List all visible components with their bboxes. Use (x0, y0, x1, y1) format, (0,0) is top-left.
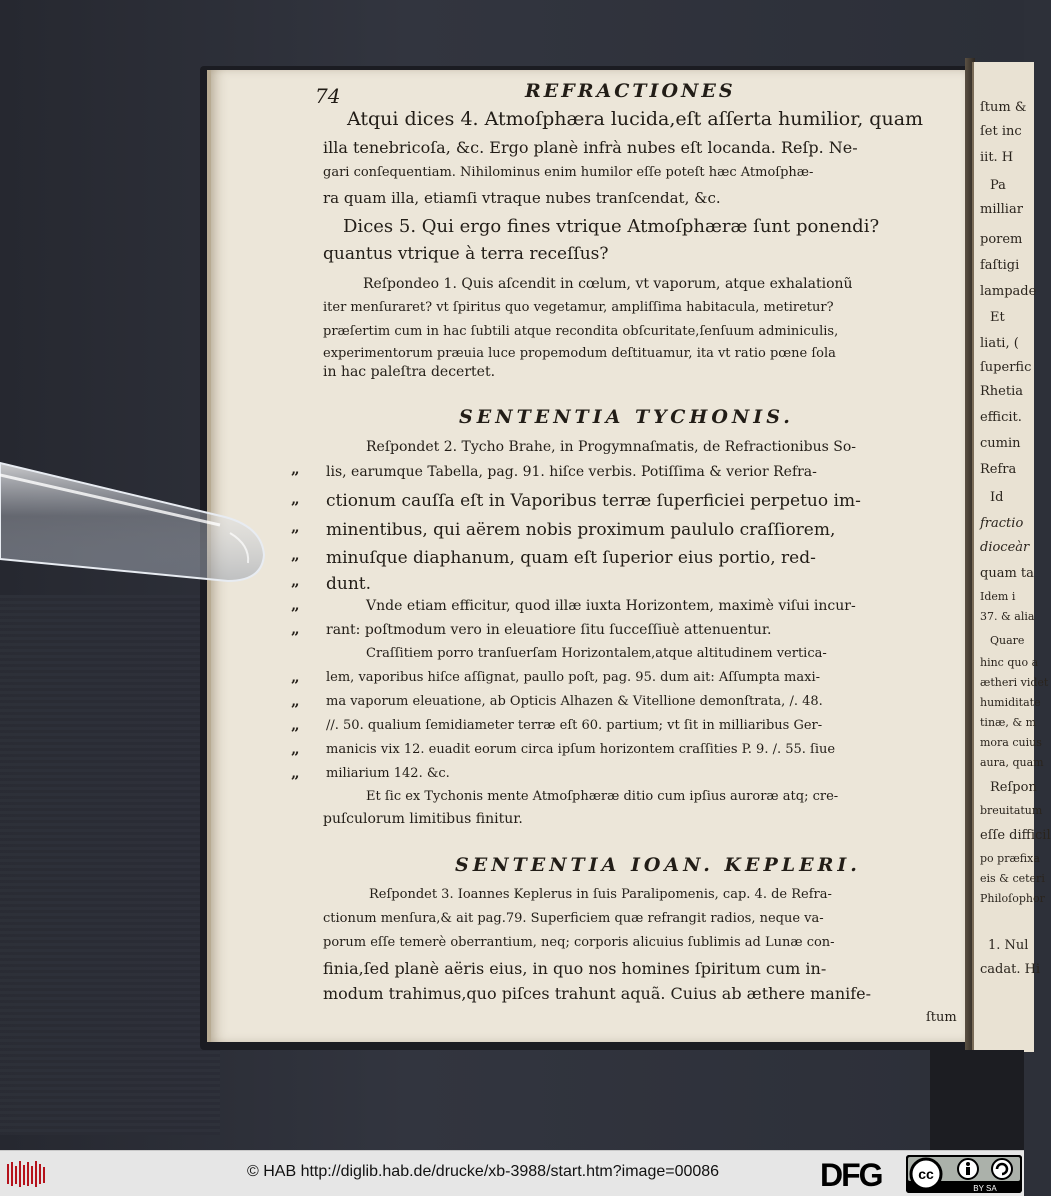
dfg-logo-icon (818, 1157, 908, 1191)
quote-mark-10: „ (291, 716, 300, 734)
svg-text:BY SA: BY SA (973, 1184, 997, 1193)
quote-mark-5: „ (291, 572, 300, 590)
facing-line: cadat. Hi (980, 962, 1041, 977)
text-line-7: Reſpondeo 1. Quis aſcendit in cœlum, vt vaporum, atque exhalationũ (363, 276, 853, 292)
facing-line: Reſpon (990, 780, 1037, 795)
text-line-4: ra quam illa, etiamſi vtraque nubes tranſcendat, &c. (323, 189, 721, 207)
facing-line: Rhetia (980, 384, 1023, 399)
hab-logo-icon (6, 1158, 46, 1190)
facing-line: ſet inc (980, 124, 1022, 139)
facing-line: cumin (980, 436, 1021, 451)
facing-line: hinc quo a (980, 656, 1039, 669)
facing-line: Quare (990, 634, 1025, 647)
facing-line: fractio (980, 516, 1024, 531)
footer-bar (0, 1150, 1024, 1196)
quote-mark-6: „ (291, 596, 300, 614)
svg-text:DFG: DFG (820, 1157, 882, 1193)
facing-line: Id (990, 490, 1004, 505)
svg-text:cc: cc (918, 1166, 934, 1182)
text-line-26: miliarium 142. &c. (326, 766, 450, 781)
quote-mark-11: „ (291, 740, 300, 758)
facing-line: humiditate (980, 696, 1041, 709)
facing-line: 37. & alia (980, 610, 1035, 623)
facing-line: ætheri videt (980, 676, 1049, 689)
book-page (207, 70, 971, 1042)
facing-line: breuitatum (980, 804, 1043, 817)
text-line-13: Reſpondet 2. Tycho Brahe, in Progymnaſmatis, de Refractionibus So- (366, 439, 857, 455)
book-spine-shadow (930, 1050, 1024, 1150)
text-line-17: minuſque diaphanum, quam eſt ſuperior eius portio, red- (326, 548, 816, 568)
facing-line: eſſe difficil (980, 828, 1051, 843)
quote-mark-2: „ (291, 490, 300, 508)
facing-line: liati, ( (980, 336, 1019, 351)
quote-mark-1: „ (291, 460, 300, 478)
facing-line: iit. H (980, 150, 1014, 165)
text-line-16: minentibus, qui aërem nobis proximum paululo craſſiorem, (326, 520, 836, 540)
text-line-21: Craſſitiem porro tranſuerſam Horizontalem,atque altitudinem vertica- (366, 646, 827, 661)
facing-line: quam ta (980, 566, 1034, 581)
cc-by-sa-license-icon[interactable] (906, 1155, 1022, 1193)
text-line-14: lis, earumque Tabella, pag. 91. hiſce verbis. Potiſſima & verior Refra- (326, 464, 817, 480)
text-line-10: experimentorum præuia luce propemodum deſtituamur, ita vt ratio pœne ſola (323, 346, 836, 361)
facing-line: milliar (980, 202, 1023, 217)
facing-line: mora cuius (980, 736, 1042, 749)
facing-line: porem (980, 232, 1023, 247)
text-line-2: illa tenebricoſa, &c. Ergo planè infrà nubes eſt locanda. Reſp. Ne- (323, 138, 858, 157)
facing-line: tinæ, & m (980, 716, 1037, 729)
catchword: ſtum (926, 1010, 957, 1025)
facing-line: eis & ceteri (980, 872, 1045, 885)
text-line-25: manicis vix 12. euadit eorum circa ipſum horizontem craſſities P. 9. /. 55. ſiue (326, 742, 836, 757)
text-line-18: dunt. (326, 574, 372, 594)
text-line-6: quantus vtrique à terra receſſus? (323, 244, 609, 264)
quote-mark-8: „ (291, 668, 300, 686)
facing-line: Refra (980, 462, 1017, 477)
running-head: REFRACTIONES (525, 80, 736, 102)
facing-line: Et (990, 310, 1005, 325)
text-line-27: Et ſic ex Tychonis mente Atmoſphæræ ditio cum ipſius auroræ atq; cre- (366, 789, 839, 804)
section-heading-tycho: SENTENTIA TYCHONIS. (459, 406, 794, 428)
text-line-9: præſertim cum in hac ſubtili atque recondita obſcuritate,ſenſuum adminiculis, (323, 324, 839, 339)
text-line-33: finia,ſed planè aëris eius, in quo nos homines ſpiritum cum in- (323, 959, 827, 978)
text-line-20: rant: poſtmodum vero in eleuatiore ſitu ſucceſſiuè attenuentur. (326, 622, 772, 638)
text-line-24: //. 50. qualium ſemidiameter terræ eſt 60. partium; vt ſit in milliaribus Ger- (326, 718, 823, 733)
text-line-3: gari conſequentiam. Nihilominus enim humilor eſſe poteſt hæc Atmoſphæ- (323, 165, 814, 180)
facing-line: 1. Nul (988, 938, 1029, 953)
facing-line: efficit. (980, 410, 1022, 425)
cloth-background (0, 595, 220, 1135)
facing-line: ſuperfic (980, 360, 1032, 375)
text-line-1: Atqui dices 4. Atmoſphæra lucida,eſt aſſerta humilior, quam (347, 108, 924, 130)
facing-line: lampade (980, 284, 1037, 299)
text-line-31: ctionum menſura,& ait pag.79. Superficiem quæ refrangit radios, neque va- (323, 911, 824, 926)
facing-line: aura, quam (980, 756, 1044, 769)
quote-mark-9: „ (291, 692, 300, 710)
quote-mark-12: „ (291, 764, 300, 782)
facing-line: po præfixa (980, 852, 1040, 865)
facing-line: Philoſophor (980, 892, 1045, 905)
facing-line: dioceàr (980, 540, 1030, 555)
glass-paperweight (0, 455, 265, 595)
text-line-15: ctionum cauſſa eſt in Vaporibus terræ ſuperficiei perpetuo im- (326, 491, 861, 511)
facing-line: ſtum & (980, 100, 1027, 115)
facing-page-edge (972, 62, 1051, 1052)
text-line-8: iter menſuraret? vt ſpiritus quo vegetamur, ampliſſima habitacula, metiretur? (323, 300, 834, 315)
facing-line: faſtigi (980, 258, 1020, 273)
quote-mark-3: „ (291, 518, 300, 536)
text-line-22: lem, vaporibus hiſce aſſignat, paullo poſt, pag. 95. dum ait: Aſſumpta maxi- (326, 670, 820, 685)
quote-mark-7: „ (291, 620, 300, 638)
text-line-19: Vnde etiam efficitur, quod illæ iuxta Horizontem, maximè viſui incur- (366, 598, 856, 614)
text-line-11: in hac paleſtra decertet. (323, 364, 496, 380)
text-line-23: ma vaporum eleuatione, ab Opticis Alhazen & Vitellione demonſtrata, /. 48. (326, 694, 823, 709)
facing-line: Pa (990, 178, 1006, 193)
section-heading-kepler: SENTENTIA IOAN. KEPLERI. (455, 854, 861, 876)
source-url-link[interactable]: © HAB http://diglib.hab.de/drucke/xb-3988/start.htm?image=00086 (247, 1163, 720, 1180)
text-line-5: Dices 5. Qui ergo fines vtrique Atmoſphæræ ſunt ponendi? (343, 216, 880, 237)
facing-line: Idem i (980, 590, 1016, 603)
quote-mark-4: „ (291, 546, 300, 564)
text-line-32: porum eſſe temerè oberrantium, neq; corporis alicuius ſublimis ad Lunæ con- (323, 935, 835, 950)
text-line-28: puſculorum limitibus finitur. (323, 811, 523, 827)
text-line-34: modum trahimus,quo piſces trahunt aquã. Cuius ab æthere manife- (323, 984, 872, 1003)
page-number: 74 (315, 84, 341, 108)
text-line-30: Reſpondet 3. Ioannes Keplerus in ſuis Paralipomenis, cap. 4. de Refra- (369, 887, 832, 902)
